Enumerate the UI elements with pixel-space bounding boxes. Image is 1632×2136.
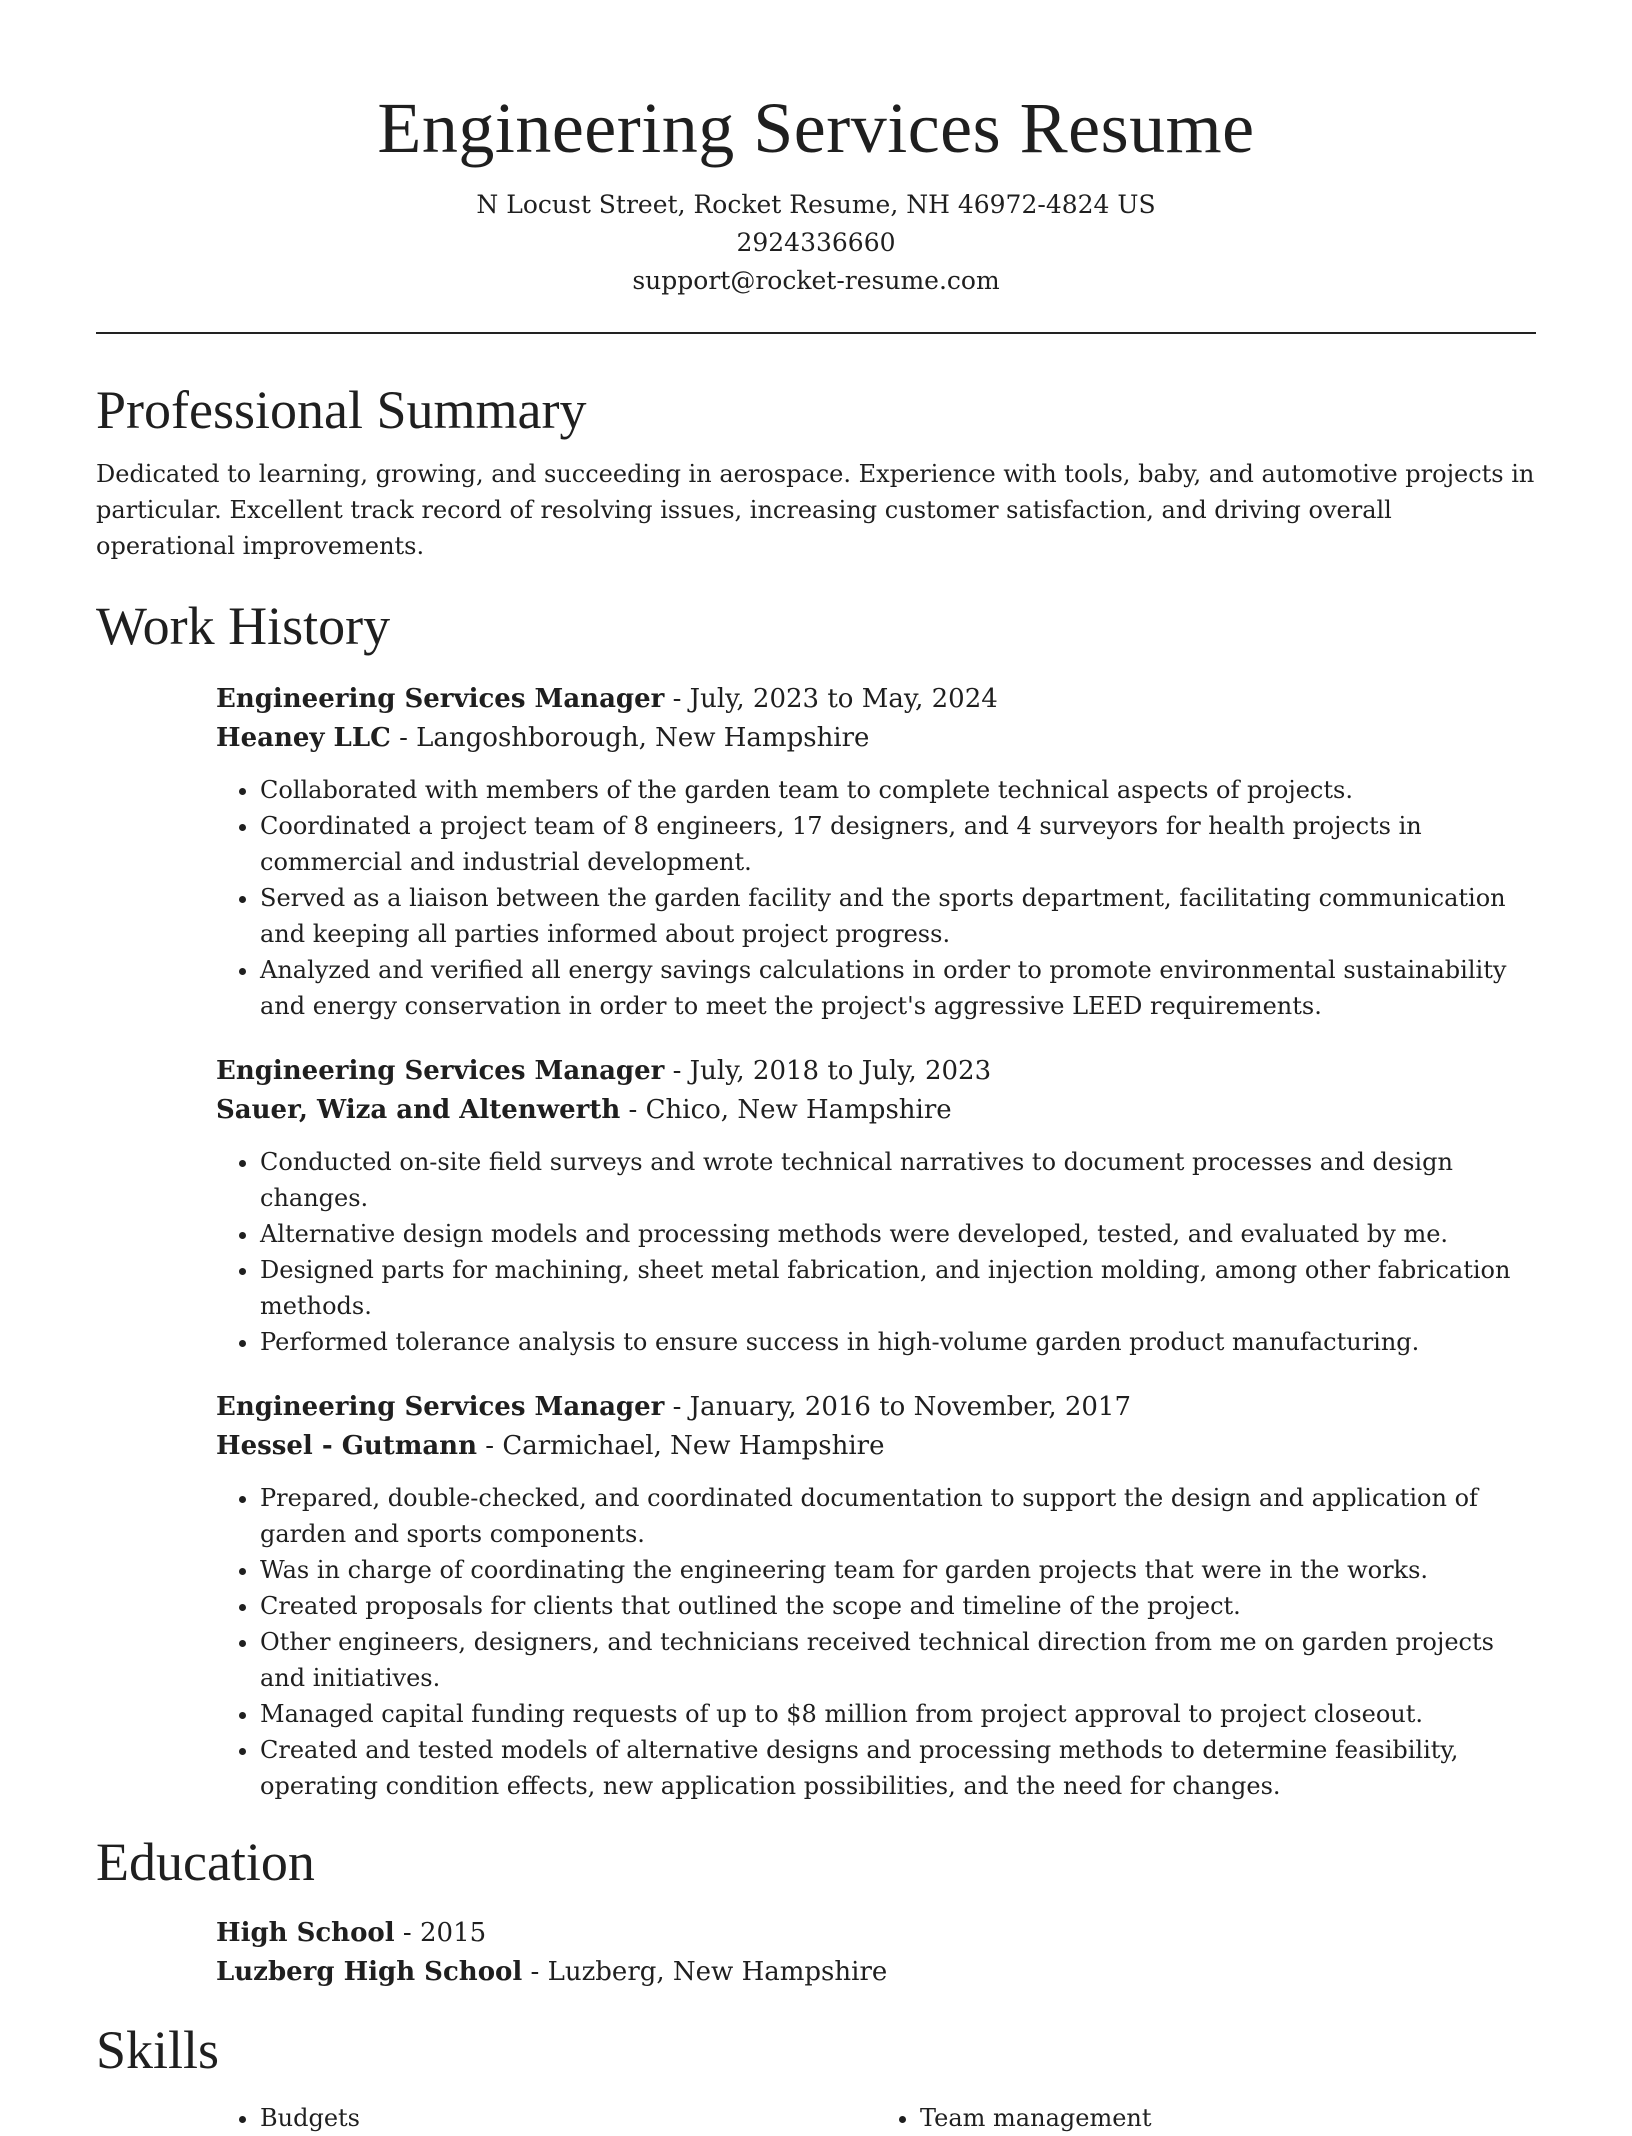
job-title: Engineering Services Manager	[216, 1392, 665, 1422]
job-bullet: • Conducted on-site field surveys and wrote technical narratives to document processes and design changes.	[260, 1144, 1536, 1216]
education-section	[96, 1830, 1536, 1992]
job-bullet: • Alternative design models and processing methods were developed, tested, and evaluated by me.	[260, 1216, 1536, 1252]
resume-header	[96, 0, 1536, 300]
job-bullet-list	[216, 1480, 1536, 1804]
job-entry	[216, 1052, 1536, 1360]
job-title: Engineering Services Manager	[216, 1056, 665, 1086]
skill-item: • Team management	[920, 2100, 1536, 2136]
job-bullet: • Performed tolerance analysis to ensure success in high-volume garden product manufacturing.	[260, 1324, 1536, 1360]
job-bullet: • Was in charge of coordinating the engineering team for garden projects that were in the works.	[260, 1552, 1536, 1588]
skills-column-right	[876, 2100, 1536, 2136]
skills-column-left	[216, 2100, 876, 2136]
education-school-line: Luzberg High School - Luzberg, New Hampshire	[216, 1957, 888, 1987]
job-company-line: Sauer, Wiza and Altenwerth - Chico, New Hampshire	[216, 1095, 952, 1125]
skills-grid	[216, 2100, 1536, 2136]
education-degree: High School	[216, 1918, 395, 1948]
job-location: Carmichael, New Hampshire	[502, 1431, 885, 1461]
job-company: Sauer, Wiza and Altenwerth	[216, 1095, 621, 1125]
header-divider	[96, 332, 1536, 334]
education-heading: Education	[96, 1832, 315, 1892]
contact-phone: 2924336660	[736, 228, 896, 257]
skill-item: • Budgets	[260, 2100, 876, 2136]
contact-email: support@rocket-resume.com	[632, 266, 1000, 295]
job-bullet: • Analyzed and verified all energy savings calculations in order to promote environmental sustainability and energy conservation in order to meet the project's aggressive LEED requirements.	[260, 952, 1536, 1024]
work-history-section	[96, 594, 1536, 1804]
job-company: Heaney LLC	[216, 723, 391, 753]
job-list	[216, 680, 1536, 1804]
work-history-heading: Work History	[96, 596, 391, 656]
job-title-line: Engineering Services Manager - July, 2018 to July, 2023	[216, 1056, 992, 1086]
job-location: Langoshborough, New Hampshire	[416, 723, 870, 753]
education-degree-line: High School - 2015	[216, 1918, 487, 1948]
education-entry	[216, 1914, 1536, 1992]
job-bullet-list	[216, 772, 1536, 1024]
job-dates: July, 2018 to July, 2023	[689, 1056, 992, 1086]
education-location: Luzberg, New Hampshire	[547, 1957, 888, 1987]
job-bullet: • Prepared, double-checked, and coordinated documentation to support the design and application of garden and sports components.	[260, 1480, 1536, 1552]
job-bullet: • Managed capital funding requests of up to $8 million from project approval to project closeout.	[260, 1696, 1536, 1732]
job-bullet: • Served as a liaison between the garden facility and the sports department, facilitating communication and keeping all parties informed about project progress.	[260, 880, 1536, 952]
education-year: 2015	[419, 1918, 487, 1948]
education-school: Luzberg High School	[216, 1957, 523, 1987]
summary-heading: Professional Summary	[96, 380, 587, 440]
job-title: Engineering Services Manager	[216, 684, 665, 714]
job-title-line: Engineering Services Manager - July, 2023 to May, 2024	[216, 684, 998, 714]
job-bullet: • Collaborated with members of the garden team to complete technical aspects of projects.	[260, 772, 1536, 808]
job-title-line: Engineering Services Manager - January, 2016 to November, 2017	[216, 1392, 1132, 1422]
job-bullet: • Designed parts for machining, sheet metal fabrication, and injection molding, among other fabrication methods.	[260, 1252, 1536, 1324]
job-company-line: Heaney LLC - Langoshborough, New Hampshire	[216, 723, 870, 753]
summary-section	[96, 378, 1536, 564]
contact-address: N Locust Street, Rocket Resume, NH 46972-4824 US	[476, 190, 1156, 219]
skills-section	[96, 2018, 1536, 2136]
job-bullet-list	[216, 1144, 1536, 1360]
summary-text: Dedicated to learning, growing, and succeeding in aerospace. Experience with tools, baby, and automotive projects in particular. Excellent track record of resolving issues, increasing customer satisfaction, and driving overall operational improvements.	[96, 460, 1535, 560]
job-entry	[216, 680, 1536, 1024]
job-bullet: • Other engineers, designers, and technicians received technical direction from me on garden projects and initiatives.	[260, 1624, 1536, 1696]
job-location: Chico, New Hampshire	[645, 1095, 952, 1125]
skills-heading: Skills	[96, 2020, 220, 2080]
job-company: Hessel - Gutmann	[216, 1431, 477, 1461]
job-bullet: • Created and tested models of alternative designs and processing methods to determine feasibility, operating condition effects, new application possibilities, and the need for changes.	[260, 1732, 1536, 1804]
job-bullet: • Coordinated a project team of 8 engineers, 17 designers, and 4 surveyors for health projects in commercial and industrial development.	[260, 808, 1536, 880]
job-bullet: • Created proposals for clients that outlined the scope and timeline of the project.	[260, 1588, 1536, 1624]
resume-page	[96, 0, 1536, 2136]
job-dates: January, 2016 to November, 2017	[689, 1392, 1132, 1422]
job-entry	[216, 1388, 1536, 1804]
resume-title: Engineering Services Resume	[377, 88, 1255, 168]
job-company-line: Hessel - Gutmann - Carmichael, New Hampshire	[216, 1431, 885, 1461]
job-dates: July, 2023 to May, 2024	[689, 684, 998, 714]
